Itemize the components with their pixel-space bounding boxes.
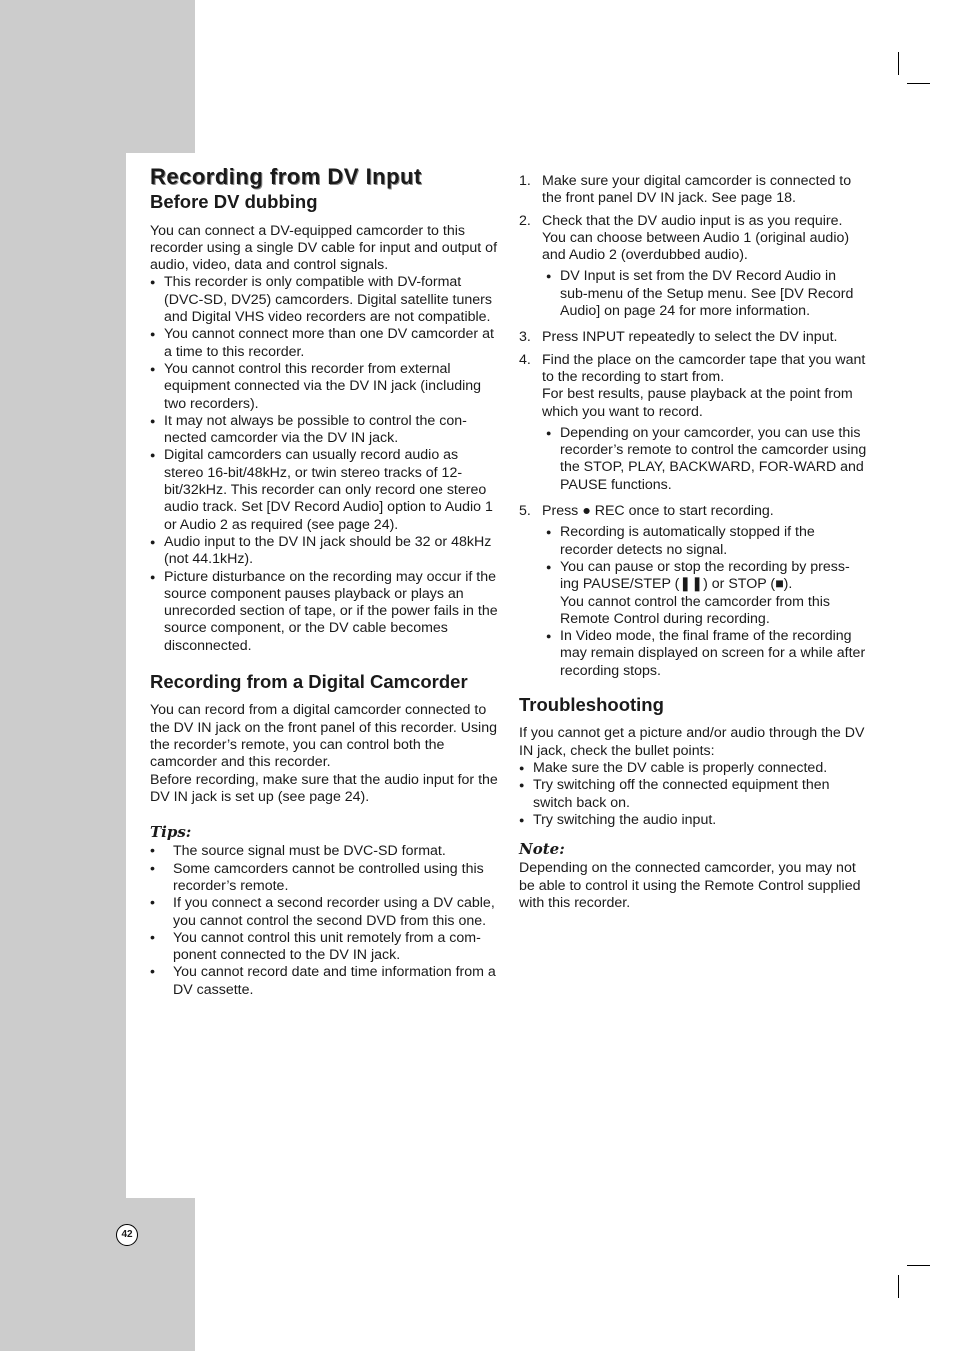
before-dubbing-intro: You can connect a DV-equipped camcorder to this recorder using a single DV cable for input and output of audio, video, data and control signals. [150,222,498,274]
note-title: Note: [519,840,565,859]
step-3 [519,329,867,346]
list-item [546,559,867,628]
sidebar-band-upper [0,0,195,153]
page-number: 42 [116,1224,138,1246]
list-item: ● DV Input is set from the DV Record Audio in sub-menu of the Setup menu. See [DV Record Audio] on page 24 for more information. [546,268,867,320]
sidebar-band-middle [0,153,126,1198]
tips-box [150,824,498,999]
step-number: 1. [519,173,531,189]
troubleshooting-heading: Troubleshooting [519,694,664,716]
list-item: • You cannot control this unit remotely from a com-ponent connected to the DV IN jack. [150,930,498,965]
list-item: ● You cannot control this recorder from external equipment connected via the DV IN jack (including two recorders). [150,361,498,413]
list-item: ● Try switching the audio input. [519,812,867,829]
troubleshooting-intro: If you cannot get a picture and/or audio through the DV IN jack, check the bullet points: [519,725,865,759]
list-item-text: You can pause or stop the recording by press-ing PAUSE/STEP (❚❚) or STOP (■). [560,558,850,593]
list-item: • If you connect a second recorder using a DV cable, you cannot control the second DVD from this one. [150,895,498,930]
page-title: Recording from DV Input [150,164,422,189]
tips-list [150,843,498,999]
step-5-notes [542,524,867,680]
list-item: ● It may not always be possible to control the con-nected camcorder via the DV IN jack. [150,413,498,448]
step-5 [519,503,867,680]
before-dubbing-heading: Before DV dubbing [150,191,318,213]
step-number: 3. [519,329,531,346]
step-number: 4. [519,351,531,368]
crop-mark-top-vertical [898,52,899,75]
list-item: ● Recording is automatically stopped if the recorder detects no signal. [546,524,867,559]
step-text: Press ● REC once to start recording. [542,503,774,520]
list-item: ● Try switching off the connected equipment then switch back on. [519,777,867,812]
step-text: Make sure your digital camcorder is connected to the front panel DV IN jack. See page 18. [542,173,852,207]
sidebar-band-lower [0,1198,195,1351]
digital-camcorder-heading: Recording from a Digital Camcorder [150,671,468,693]
list-item: • Some camcorders cannot be controlled using this recorder’s remote. [150,861,498,896]
crop-mark-top-horizontal [907,83,930,84]
step-text: Check that the DV audio input is as you require. You can choose between Audio 1 (original audio) and Audio 2 (overdubbed audio). [542,212,850,264]
digital-camcorder-para2: Before recording, make sure that the audio input for the DV IN jack is set up (see page 24). [150,771,498,805]
note-text: Depending on the connected camcorder, you may not be able to control it using the Remote Control supplied with this recorder. [519,860,861,911]
note-box [519,841,867,912]
step-4 [519,352,867,494]
step-text: Find the place on the camcorder tape that you want to the recording to start from. [542,351,866,385]
step-text: Press INPUT repeatedly to select the DV input. [542,329,838,346]
step-number: 5. [519,503,531,520]
left-column [150,164,498,999]
step-2 [519,213,867,321]
list-item: ● Digital camcorders can usually record audio as stereo 16-bit/48kHz, or twin stereo tracks of 12-bit/32kHz. This recorder can only record one stereo audio track. Set [DV Record Audio] option to Audio 1 or Audio 2 as required (see page 24). [150,447,498,533]
step-text-continued: For best results, pause playback at the point from which you want to record. [542,386,853,420]
tips-title: Tips: [150,823,192,842]
step-number: 2. [519,212,531,229]
steps-list [519,173,867,680]
crop-mark-bottom-horizontal [907,1265,930,1266]
list-item: ● You cannot connect more than one DV camcorder at a time to this recorder. [150,326,498,361]
troubleshooting-list [519,760,867,829]
list-item: • The source signal must be DVC-SD format. [150,843,498,860]
list-item: ● Picture disturbance on the recording may occur if the source component pauses playback or plays an unrecorded section of tape, or if the power fails in the source component, or the DV cable becomes disconnected. [150,569,498,655]
step-4-notes [542,425,867,494]
list-item: • You cannot record date and time information from a DV cassette. [150,964,498,999]
list-item: ● Depending on your camcorder, you can use this recorder’s remote to control the camcorder using the STOP, PLAY, BACKWARD, FOR-WARD and PAUSE functions. [546,425,867,494]
digital-camcorder-para1: You can record from a digital camcorder connected to the DV IN jack on the front panel of this recorder. Using the recorder’s remote, you can control both the camcorder and this recorder. [150,702,497,771]
right-column [519,173,867,912]
list-item-note: You cannot control the camcorder from this Remote Control during recording. [560,593,830,627]
list-item: ● Make sure the DV cable is properly connected. [519,760,867,777]
before-dubbing-list [150,274,498,655]
list-item: ● In Video mode, the final frame of the recording may remain displayed on screen for a while after recording stops. [546,628,867,680]
step-1 [519,173,867,208]
list-item: ● This recorder is only compatible with DV-format (DVC-SD, DV25) camcorders. Digital satellite tuners and Digital VHS video recorders are not compatible. [150,274,498,326]
crop-mark-bottom-vertical [898,1275,899,1298]
list-item: ● Audio input to the DV IN jack should be 32 or 48kHz (not 44.1kHz). [150,534,498,569]
step-2-notes [542,268,867,320]
